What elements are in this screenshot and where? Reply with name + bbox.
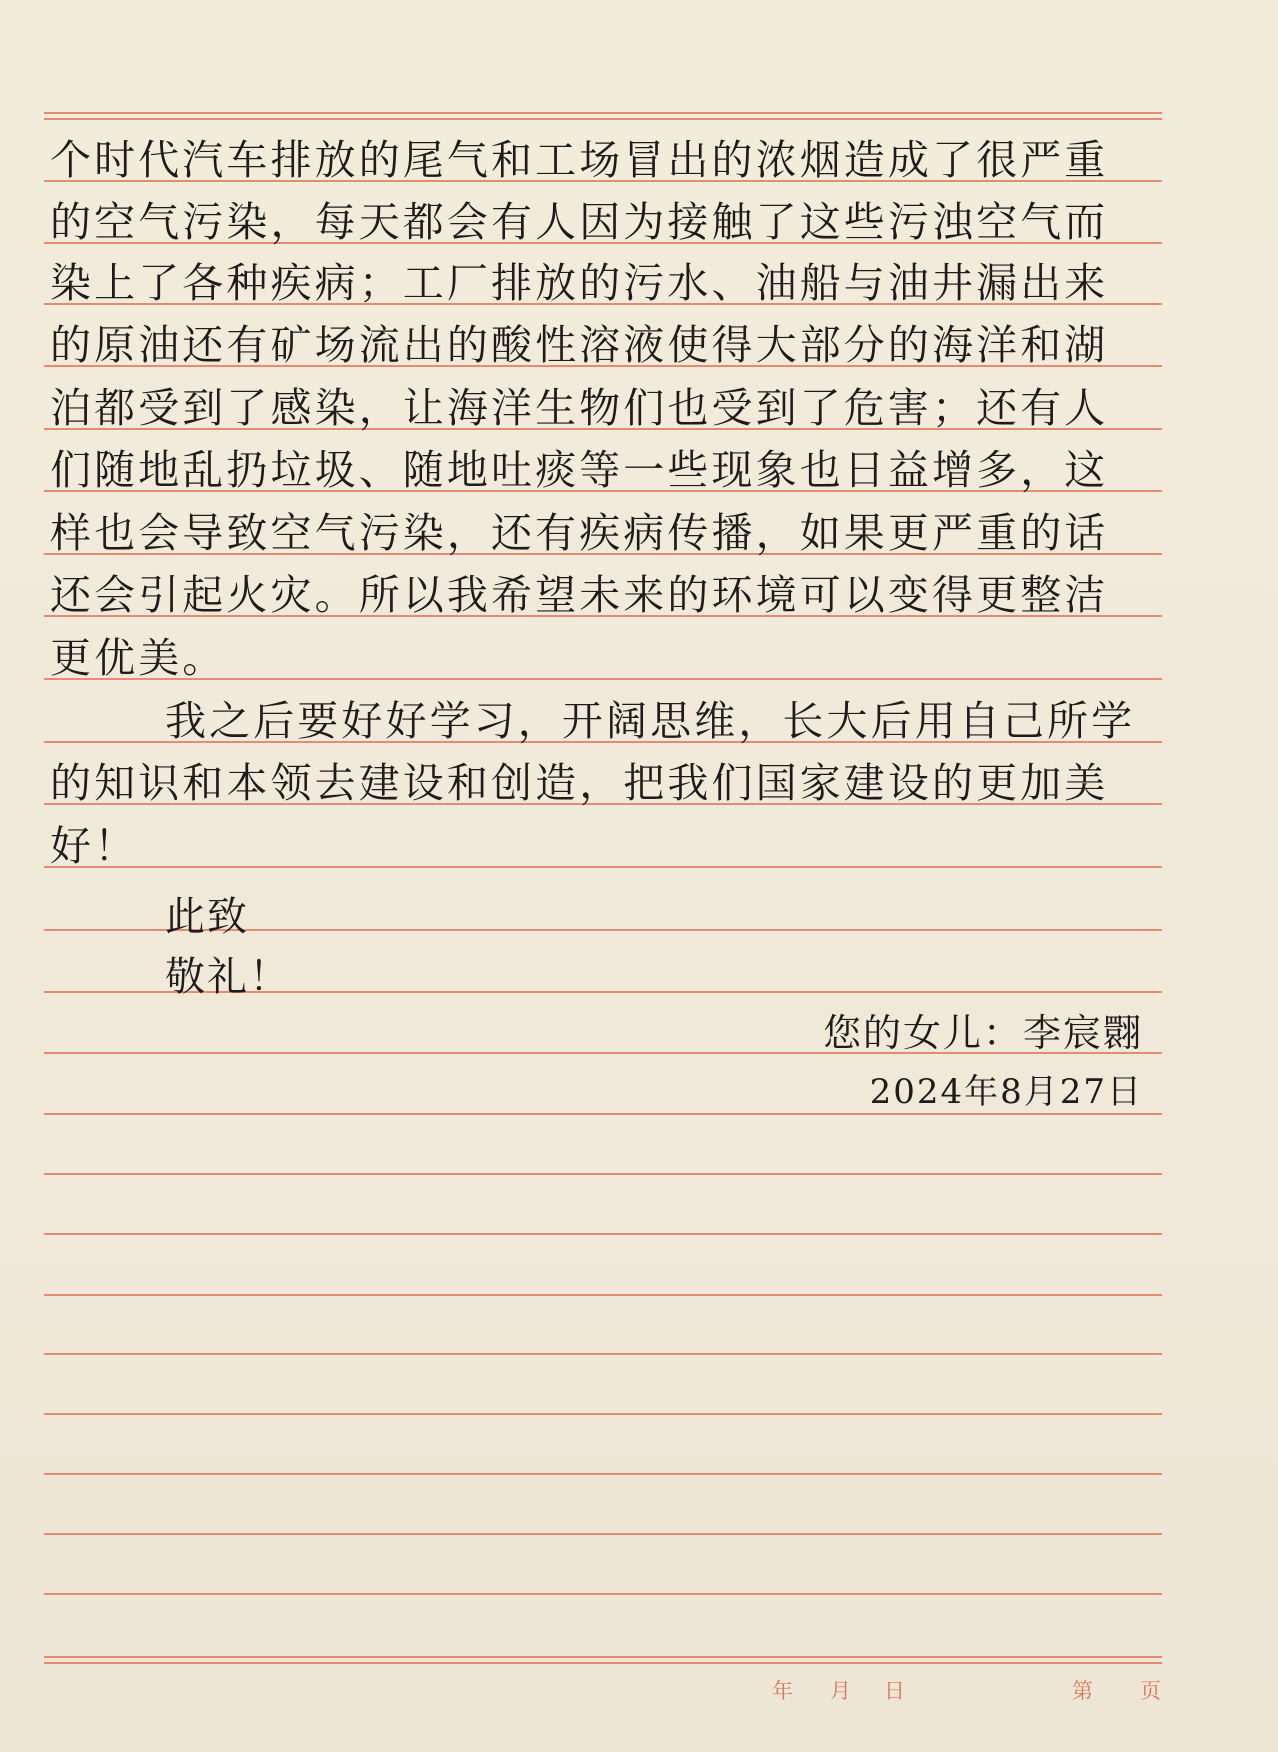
letter-line: 的原油还有矿场流出的酸性溶液使得大部分的海洋和湖: [50, 321, 1109, 369]
letter-line: 好！: [50, 822, 139, 870]
footer-page-prefix: 第: [1072, 1679, 1093, 1703]
ruled-line: [44, 1233, 1162, 1235]
bottom-rule-inner: [44, 1662, 1162, 1664]
closing-salutation: 此致: [165, 894, 249, 940]
ruled-line: [44, 1113, 1162, 1115]
letter-line: 泊都受到了感染，让海洋生物们也受到了危害；还有人: [50, 384, 1109, 432]
letter-line: 还会引起火灾。所以我希望未来的环境可以变得更整洁: [50, 571, 1109, 619]
ruled-line: [44, 1533, 1162, 1535]
letter-line: 的知识和本领去建设和创造，把我们国家建设的更加美: [50, 759, 1109, 807]
closing-regards: 敬礼！: [165, 954, 291, 1000]
top-rule: [44, 112, 1162, 114]
letter-line: 样也会导致空气污染，还有疾病传播，如果更严重的话: [50, 509, 1109, 557]
ruled-line: [44, 1173, 1162, 1175]
ruled-line: [44, 1593, 1162, 1595]
signature: 您的女儿：李宸翾: [822, 1011, 1143, 1055]
bottom-rule: [44, 1656, 1162, 1658]
letter-line: 我之后要好好学习，开阔思维，长大后用自己所学: [165, 697, 1136, 745]
footer-day: 日: [884, 1679, 905, 1703]
letter-line: 个时代汽车排放的尾气和工场冒出的浓烟造成了很严重: [50, 136, 1109, 184]
footer-month: 月: [830, 1679, 851, 1703]
ruled-line: [44, 1413, 1162, 1415]
ruled-line: [44, 1353, 1162, 1355]
letter-line: 的空气污染，每天都会有人因为接触了这些污浊空气而: [50, 198, 1109, 246]
top-rule-inner: [44, 118, 1162, 120]
footer-page-suffix: 页: [1140, 1679, 1161, 1703]
letter-line: 们随地乱扔垃圾、随地吐痰等一些现象也日益增多，这: [50, 446, 1109, 494]
letter-date: 2024年8月27日: [869, 1072, 1143, 1112]
ruled-line: [44, 1473, 1162, 1475]
footer-year: 年: [772, 1679, 793, 1703]
letter-line: 染上了各种疾病；工厂排放的污水、油船与油井漏出来: [50, 259, 1109, 307]
letter-line: 更优美。: [50, 634, 227, 682]
ruled-line: [44, 1294, 1162, 1296]
